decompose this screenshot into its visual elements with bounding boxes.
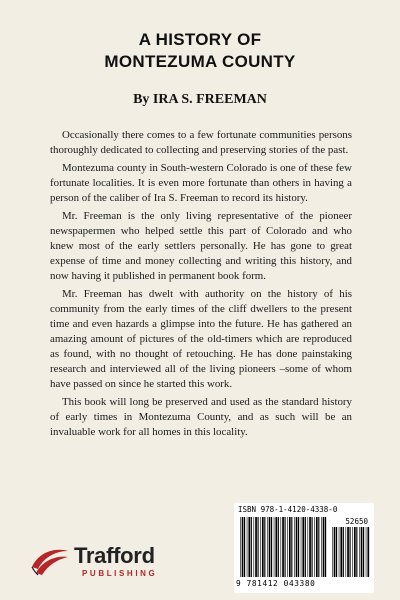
title-line-2: MONTEZUMA COUNTY — [104, 52, 296, 71]
blurb-paragraph-1: Occasionally there comes to a few fortunate communities persons thoroughly dedicated to collecting and preserving stories of the past. — [50, 129, 352, 156]
author-byline: By IRA S. FREEMAN — [133, 92, 267, 107]
isbn-barcode-block — [234, 503, 374, 593]
addon-barcode — [332, 527, 370, 577]
blurb-paragraph-5: This book will long be preserved and used as the standard history of early times in Montezuma County, and as such will be an invaluable work for all homes in this locality. — [50, 396, 352, 438]
isbn-label: ISBN 978-1-4120-4338-0 — [238, 505, 338, 514]
barcode-digits: 9 781412 043380 — [236, 579, 316, 588]
publisher-name: Trafford — [74, 543, 155, 568]
publisher-logo — [30, 543, 180, 583]
blurb-paragraph-3: Mr. Freeman is the only living representative of the pioneer newspapermen who helped settle this part of Colorado and who knew most of the early settlers personally. He has gone to great expense of time and money collecting and writing this history, and now having it published in permanent book form. — [50, 210, 352, 282]
blurb-text — [50, 128, 352, 443]
blurb-paragraph-2: Montezuma county in South-western Colorado is one of these few fortunate localities. It is even more fortunate than others in having a person of the caliber of Ira S. Freeman to record its history. — [50, 162, 352, 204]
ean-barcode — [240, 517, 328, 577]
title-line-1: A HISTORY OF — [138, 30, 262, 49]
trafford-swoosh-icon — [30, 545, 70, 579]
price-code: 52650 — [345, 517, 368, 526]
blurb-paragraph-4: Mr. Freeman has dwelt with authority on the history of his community from the early times of the cliff dwellers to the present time and even hazards a glimpse into the future. He has gathered an amazing amount of pictures of the old-timers which are reproduced as found, with no thought of retouching. He has done painstaking research and interviewed all of the living pioneers –some of whom have passed on since he started this work. — [50, 288, 352, 390]
publisher-subtitle: PUBLISHING — [82, 569, 158, 578]
